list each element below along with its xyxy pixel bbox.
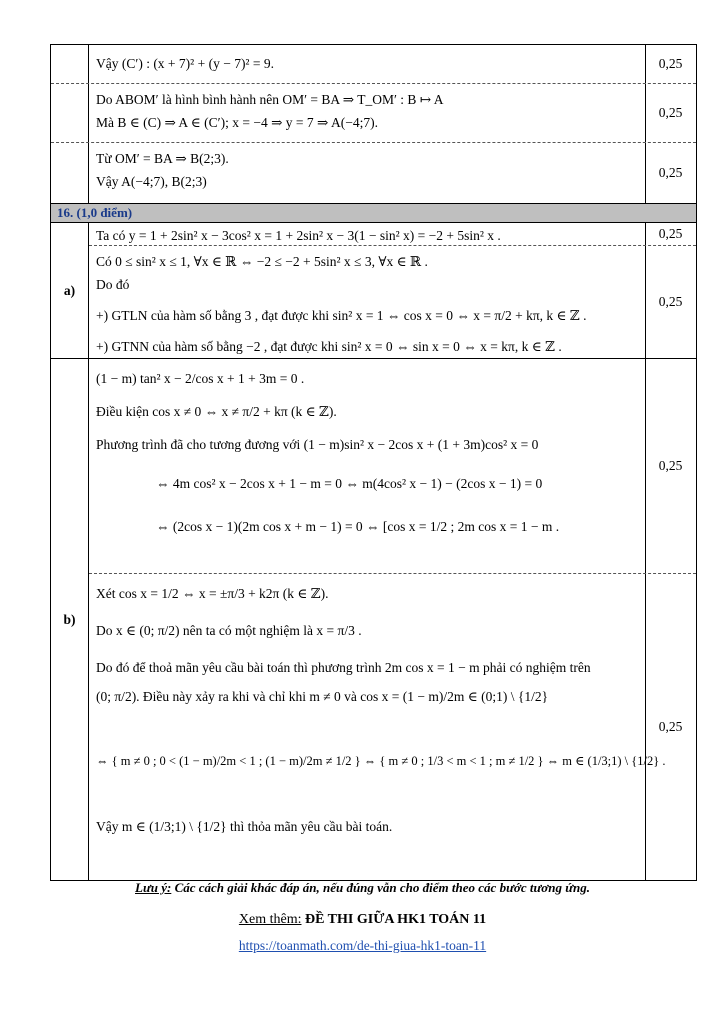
solution-line: ⇔ (2cos x − 1)(2m cos x + m − 1) = 0 ⇔ [cos x = 1/2 ; 2m cos x = 1 − m . (156, 518, 560, 534)
note-label: Lưu ý: (135, 880, 172, 895)
section-header: 16. (1,0 điểm) (51, 203, 696, 223)
solution-line: ⇔ 4m cos² x − 2cos x + 1 − m = 0 ⇔ m(4cos² x − 1) − (2cos x − 1) = 0 (156, 475, 543, 491)
solution-line: +) GTNN của hàm số bằng −2 , đạt được khi sin² x = 0 ⇔ sin x = 0 ⇔ x = kπ, k ∈ ℤ . (96, 338, 562, 354)
solution-line: Phương trình đã cho tương đương với (1 − m)sin² x − 2cos x + (1 + 3m)cos² x = 0 (96, 436, 539, 452)
table-row (51, 83, 696, 142)
table-row (89, 359, 696, 573)
solution-line: Ta có y = 1 + 2sin² x − 3cos² x = 1 + 2sin² x − 3(1 − sin² x) = −2 + 5sin² x . (96, 228, 501, 243)
score-cell: 0,25 (658, 226, 683, 241)
solution-line: +) GTLN của hàm số bằng 3 , đạt được khi sin² x = 1 ⇔ cos x = 0 ⇔ x = π/2 + kπ, k ∈ ℤ . (96, 307, 587, 323)
solution-line: Do ABOM′ là hình bình hành nên OM′ = BA ⇒ T_OM′ : B ↦ A (96, 92, 444, 107)
solution-line: Xét cos x = 1/2 ⇔ x = ±π/3 + k2π (k ∈ ℤ). (96, 586, 329, 601)
solution-line: Có 0 ≤ sin² x ≤ 1, ∀x ∈ ℝ ⇔ −2 ≤ −2 + 5sin² x ≤ 3, ∀x ∈ ℝ . (96, 254, 428, 269)
solution-line: Vậy A(−4;7), B(2;3) (96, 173, 207, 189)
note (0, 880, 725, 896)
score-cell: 0,25 (658, 165, 683, 180)
solution-line: ⇔ { m ≠ 0 ; 0 < (1 − m)/2m < 1 ; (1 − m)/2m ≠ 1/2 } ⇔ { m ≠ 0 ; 1/3 < m < 1 ; m ≠ 1/2 } ⇔ m ∈ (1/3;1) \ {1/2} . (96, 753, 666, 768)
solution-line: Mà B ∈ (C) ⇒ A ∈ (C′); x = −4 ⇒ y = 7 ⇒ A(−4;7). (96, 114, 378, 130)
solution-line: Từ OM′ = BA ⇒ B(2;3). (96, 151, 229, 166)
see-more (0, 912, 725, 928)
table-row (51, 142, 696, 203)
answer-table (50, 44, 697, 881)
solution-line: Vậy (C′) : (x + 7)² + (y − 7)² = 9. (96, 55, 274, 71)
score-cell: 0,25 (658, 458, 683, 473)
source-link[interactable]: https://toanmath.com/de-thi-giua-hk1-toan-11 (238, 938, 487, 953)
score-cell: 0,25 (658, 719, 683, 734)
table-row (89, 223, 696, 245)
solution-line: (1 − m) tan² x − 2/cos x + 1 + 3m = 0 . (96, 371, 305, 386)
solution-line: Điều kiện cos x ≠ 0 ⇔ x ≠ π/2 + kπ (k ∈ ℤ). (96, 403, 337, 419)
solution-line: Do đó (96, 276, 130, 292)
part-a (51, 223, 696, 358)
solution-line: (0; π/2). Điều này xảy ra khi và chỉ khi m ≠ 0 và cos x = (1 − m)/2m ∈ (0;1) \ {1/2} (96, 688, 549, 704)
score-cell: 0,25 (658, 105, 683, 120)
table-row (89, 573, 696, 880)
see-more-label: Xem thêm: (238, 912, 302, 927)
part-label: a) (51, 223, 89, 358)
score-cell: 0,25 (658, 294, 683, 309)
see-more-title: ĐỀ THI GIỮA HK1 TOÁN 11 (301, 912, 487, 927)
note-text: Các cách giải khác đáp án, nếu đúng vẫn cho điểm theo các bước tương ứng. (171, 880, 590, 895)
table-row (89, 245, 696, 358)
solution-line: Do x ∈ (0; π/2) nên ta có một nghiệm là x = π/3 . (96, 622, 362, 638)
table-row (51, 45, 696, 83)
score-cell: 0,25 (658, 56, 683, 71)
part-b (51, 358, 696, 880)
solution-line: Vậy m ∈ (1/3;1) \ {1/2} thì thỏa mãn yêu cầu bài toán. (96, 819, 393, 835)
solution-line: Do đó để thoả mãn yêu cầu bài toán thì phương trình 2m cos x = 1 − m phải có nghiệm trên (96, 659, 591, 675)
part-label: b) (51, 359, 89, 880)
